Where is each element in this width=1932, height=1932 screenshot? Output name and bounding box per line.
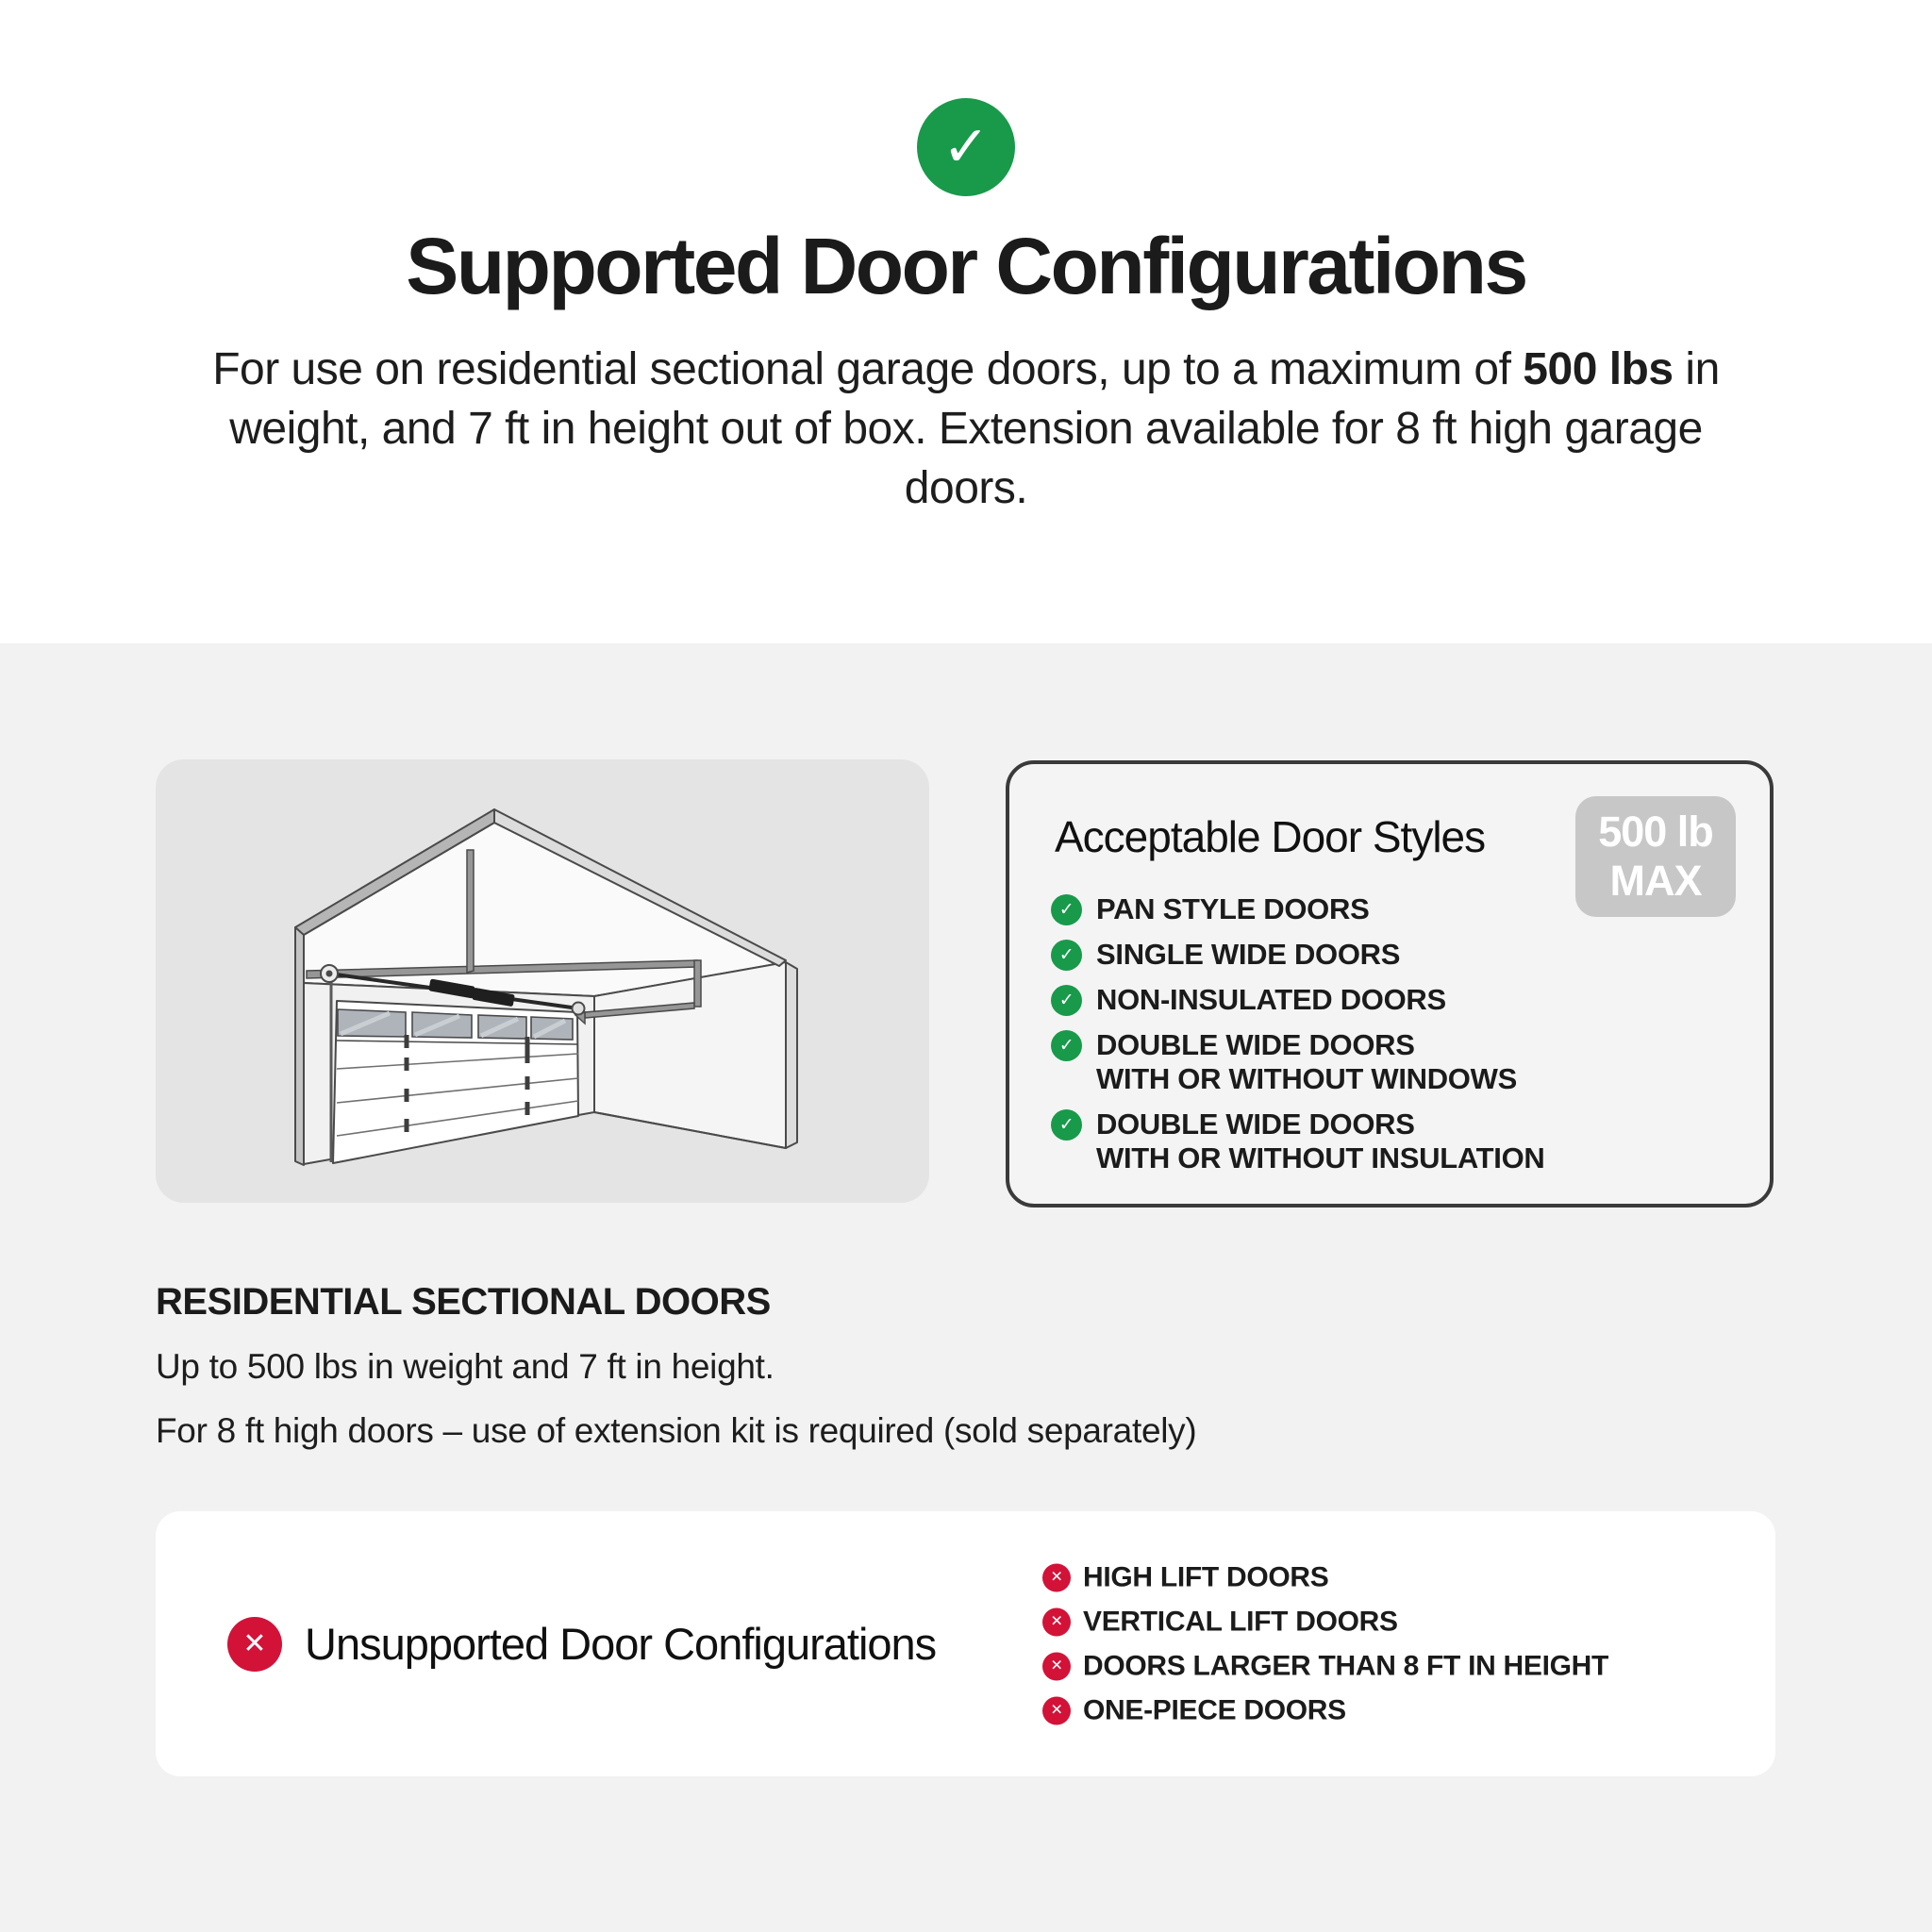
check-circle-icon <box>1051 985 1082 1016</box>
list-item-sublabel: WITH OR WITHOUT WINDOWS <box>1096 1062 1517 1095</box>
list-item <box>1051 983 1728 1017</box>
check-circle-icon <box>1051 1109 1082 1141</box>
unsupported-list <box>1042 1562 1608 1725</box>
list-item-text <box>1096 938 1400 972</box>
x-circle-icon <box>1042 1652 1071 1680</box>
details-section <box>0 643 1932 1932</box>
hero-description <box>202 340 1730 518</box>
badge-line2: MAX <box>1609 856 1702 905</box>
list-item-text <box>1096 983 1446 1017</box>
list-item <box>1042 1607 1608 1637</box>
check-circle-icon <box>1051 940 1082 971</box>
list-item <box>1051 1028 1728 1096</box>
check-glyph: ✓ <box>1058 944 1074 965</box>
unsupported-title-group <box>227 1511 936 1776</box>
right-wall-edge <box>786 962 797 1148</box>
list-item-label: DOUBLE WIDE DOORS <box>1096 1028 1415 1061</box>
list-item-label: HIGH LIFT DOORS <box>1083 1561 1329 1592</box>
residential-line1: Up to 500 lbs in weight and 7 ft in height. <box>156 1347 774 1386</box>
x-glyph: ✕ <box>1050 1702 1063 1718</box>
list-item-label: NON-INSULATED DOORS <box>1096 983 1446 1016</box>
check-circle-icon <box>1051 894 1082 925</box>
unsupported-configurations-card <box>156 1511 1775 1776</box>
x-glyph: ✕ <box>242 1628 267 1659</box>
list-item <box>1042 1651 1608 1681</box>
residential-line2: For 8 ft high doors – use of extension kit is required (sold separately) <box>156 1411 1197 1450</box>
badge-line1: 500 lb <box>1598 808 1713 856</box>
page-title: Supported Door Configurations <box>406 222 1526 310</box>
list-item <box>1051 938 1728 972</box>
unsupported-title: Unsupported Door Configurations <box>305 1619 937 1669</box>
check-circle-icon <box>917 98 1015 196</box>
check-glyph: ✓ <box>941 115 991 178</box>
check-glyph: ✓ <box>1058 899 1074 920</box>
check-circle-icon <box>1051 1030 1082 1061</box>
list-item-label: SINGLE WIDE DOORS <box>1096 938 1401 971</box>
check-glyph: ✓ <box>1058 1114 1074 1135</box>
x-circle-icon <box>1042 1607 1071 1636</box>
residential-heading: RESIDENTIAL SECTIONAL DOORS <box>156 1281 771 1323</box>
x-glyph: ✕ <box>1050 1569 1063 1585</box>
acceptable-door-styles-card <box>1006 760 1774 1208</box>
list-item-text <box>1096 1028 1517 1096</box>
list-item <box>1042 1695 1608 1725</box>
hero-section <box>0 0 1932 643</box>
x-circle-icon <box>227 1617 282 1672</box>
garage-illustration-svg <box>156 759 929 1203</box>
list-item-label: VERTICAL LIFT DOORS <box>1083 1606 1398 1637</box>
weight-limit-badge <box>1575 796 1736 917</box>
x-glyph: ✕ <box>1050 1613 1063 1629</box>
acceptable-card-title: Acceptable Door Styles <box>1055 812 1486 861</box>
acceptable-list <box>1051 892 1728 1175</box>
list-item <box>1042 1562 1608 1592</box>
left-wall-edge <box>295 927 304 1165</box>
list-item-label: PAN STYLE DOORS <box>1096 892 1370 925</box>
list-item-text <box>1096 1108 1545 1175</box>
list-item <box>1051 1108 1728 1175</box>
garage-illustration <box>156 759 929 1203</box>
list-item-label: ONE-PIECE DOORS <box>1083 1694 1346 1725</box>
list-item-text <box>1096 892 1369 926</box>
hero-description-part1: For use on residential sectional garage doors, up to a maximum of <box>212 344 1524 394</box>
list-item-sublabel: WITH OR WITHOUT INSULATION <box>1096 1141 1545 1174</box>
check-glyph: ✓ <box>1058 1035 1074 1056</box>
list-item-label: DOUBLE WIDE DOORS <box>1096 1108 1415 1141</box>
list-item-label: DOORS LARGER THAN 8 FT IN HEIGHT <box>1083 1650 1609 1681</box>
x-circle-icon <box>1042 1563 1071 1591</box>
hero-description-weight: 500 lbs <box>1523 344 1674 394</box>
check-glyph: ✓ <box>1058 990 1074 1010</box>
hero-description-part2: in weight, and 7 ft in height out of box. Extension available for 8 ft high garage doors. <box>229 344 1720 513</box>
x-circle-icon <box>1042 1696 1071 1724</box>
x-glyph: ✕ <box>1050 1657 1063 1674</box>
